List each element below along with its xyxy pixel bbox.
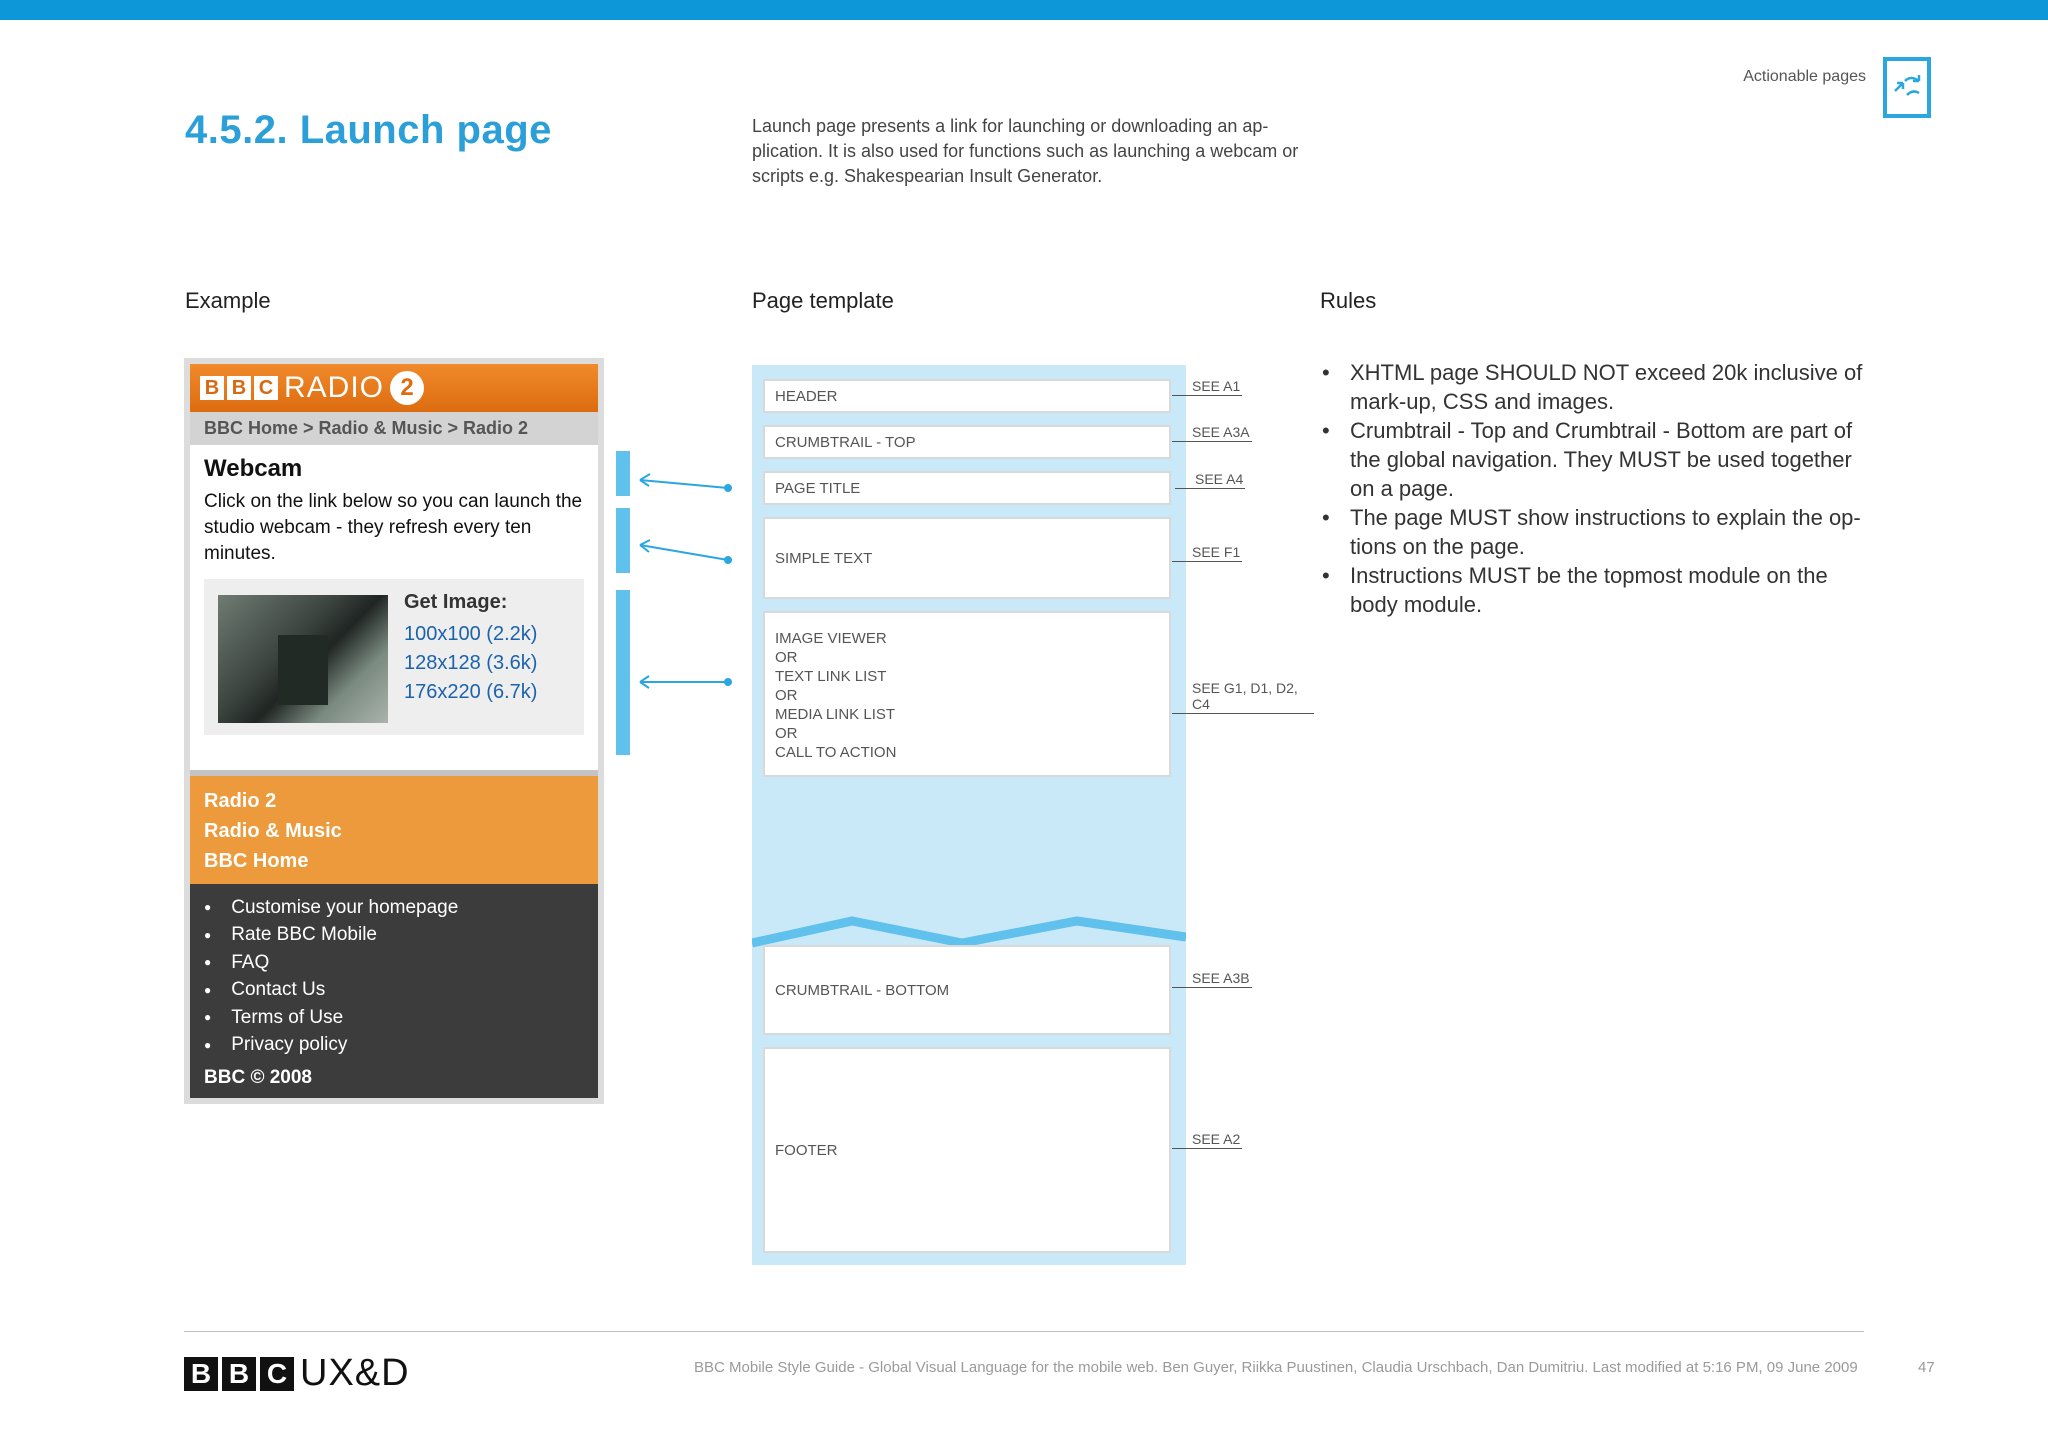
logo-text: UX&D — [300, 1352, 410, 1394]
page-title: 4.5.2. Launch page — [185, 108, 552, 152]
rule-item: • XHTML page SHOULD NOT exceed 20k inclusive of mark-up, CSS and images. — [1318, 358, 1868, 416]
intro-text: Launch page presents a link for launching or downloading an ap-plication. It is also used for functions such as launching a webcam or scripts e.g. Shakespearian Insult Generator. — [752, 116, 1299, 186]
rule-item: • The page MUST show instructions to explain the op-tions on the page. — [1318, 503, 1868, 561]
template-crumbtrail-top-block: CRUMBTRAIL - TOP — [763, 425, 1171, 459]
logo-letter: B — [184, 1357, 218, 1391]
template-page-title-block: PAGE TITLE — [763, 471, 1171, 505]
footer-divider — [184, 1331, 1864, 1332]
footer-link-terms[interactable]: ● Terms of Use — [204, 1004, 584, 1031]
rules-list — [1318, 358, 1868, 619]
ref-page-title: SEE A4 — [1175, 471, 1245, 489]
bbc-logo-letter: B — [200, 376, 224, 400]
rule-item: • Instructions MUST be the topmost module on the body module. — [1318, 561, 1868, 619]
page-template-wireframe — [752, 365, 1186, 1265]
template-simple-text-block: SIMPLE TEXT — [763, 517, 1171, 599]
ref-content: SEE G1, D1, D2, C4 — [1172, 680, 1314, 714]
ref-footer: SEE A2 — [1172, 1131, 1242, 1149]
template-content-block: IMAGE VIEWER OR TEXT LINK LIST OR MEDIA LINK LIST OR CALL TO ACTION — [763, 611, 1171, 777]
rules-heading: Rules — [1320, 288, 1377, 313]
bbc-logo-letter: C — [254, 376, 278, 400]
logo-letter: B — [222, 1357, 256, 1391]
footer-link-faq[interactable]: ● FAQ — [204, 949, 584, 976]
bbc-uxd-logo — [184, 1352, 410, 1395]
ref-simple-text: SEE F1 — [1172, 544, 1242, 562]
nav-link-bbc-home[interactable]: BBC Home — [204, 850, 309, 872]
ref-header: SEE A1 — [1172, 378, 1242, 396]
image-link-128[interactable]: 128x128 (3.6k) — [404, 652, 538, 674]
template-crumbtrail-bottom-block: CRUMBTRAIL - BOTTOM — [763, 945, 1171, 1035]
get-image-title: Get Image: — [404, 591, 508, 613]
template-header-block: HEADER — [763, 379, 1171, 413]
brand-number-badge: 2 — [390, 371, 424, 405]
nav-link-radio-music[interactable]: Radio & Music — [204, 820, 342, 842]
footer-credits: BBC Mobile Style Guide - Global Visual Language for the mobile web. Ben Guyer, Riikka Puustinen, Claudia Urschbach, Dan Dumitriu. Last modified at 5:16 PM, 09 June 2009 — [694, 1359, 1858, 1376]
footer-link-privacy[interactable]: ● Privacy policy — [204, 1031, 584, 1058]
example-heading: Example — [185, 288, 271, 313]
page-number: 47 — [1918, 1359, 1935, 1376]
ref-crumbtrail-top: SEE A3A — [1172, 424, 1252, 442]
footer-link-contact[interactable]: ● Contact Us — [204, 976, 584, 1003]
webcam-instructions: Click on the link below so you can launch the studio webcam - they refresh every ten minutes. — [204, 491, 583, 564]
image-link-100[interactable]: 100x100 (2.2k) — [404, 623, 538, 645]
breadcrumb[interactable]: BBC Home > Radio & Music > Radio 2 — [190, 412, 598, 445]
template-heading: Page template — [752, 288, 894, 313]
webcam-title: Webcam — [204, 455, 303, 482]
logo-letter: C — [260, 1357, 294, 1391]
nav-link-radio2[interactable]: Radio 2 — [204, 790, 277, 812]
template-footer-block: FOOTER — [763, 1047, 1171, 1253]
copyright: BBC © 2008 — [204, 1066, 312, 1088]
ref-crumbtrail-bottom: SEE A3B — [1172, 970, 1252, 988]
section-label: Actionable pages — [1743, 68, 1866, 85]
footer-link-customise[interactable]: ● Customise your homepage — [204, 894, 584, 921]
footer-link-rate[interactable]: ● Rate BBC Mobile — [204, 921, 584, 948]
bbc-logo-letter: B — [227, 376, 251, 400]
brand-title: RADIO — [284, 371, 385, 404]
image-link-176[interactable]: 176x220 (6.7k) — [404, 681, 538, 703]
rule-item: • Crumbtrail - Top and Crumbtrail - Bottom are part of the global navigation. They MUST be used together on a page. — [1318, 416, 1868, 503]
